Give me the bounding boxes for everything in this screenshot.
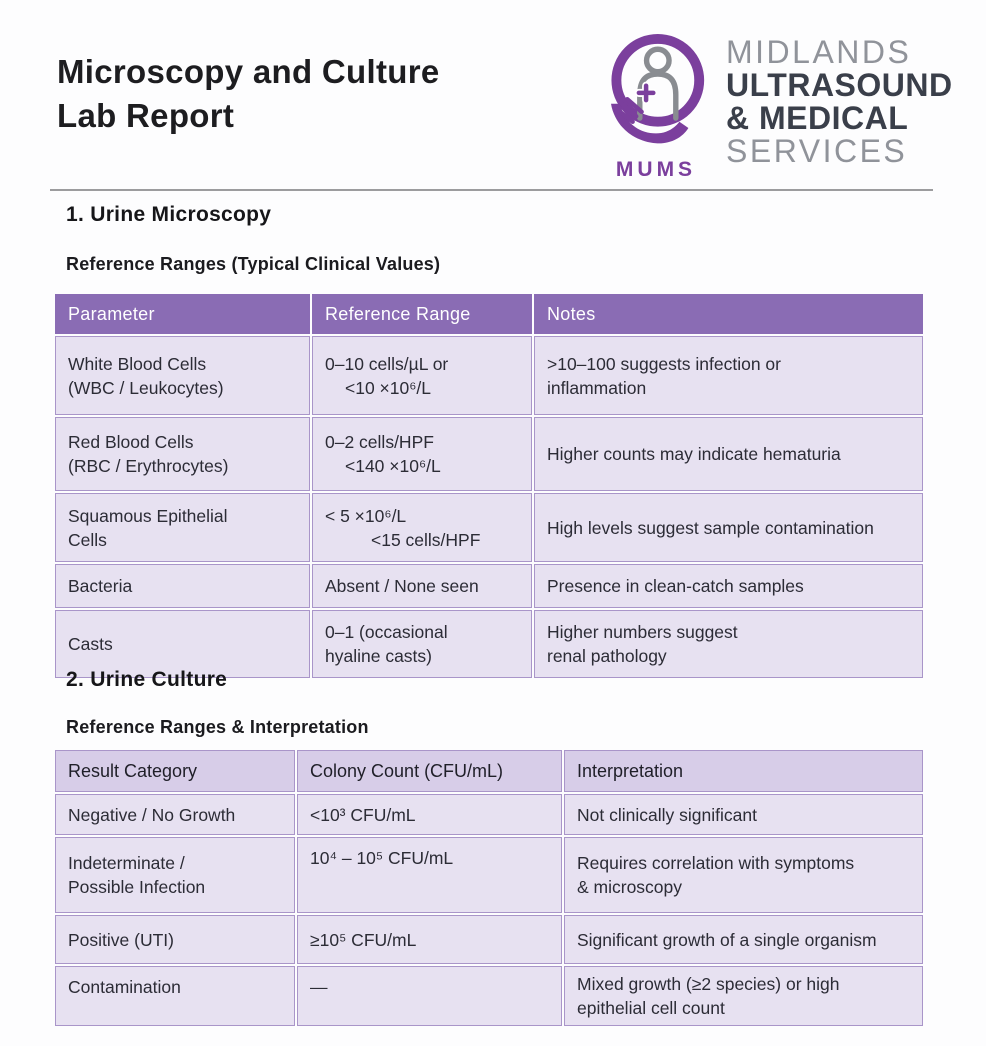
logo-word-medical: & MEDICAL bbox=[726, 100, 909, 136]
reference-range-cell: Absent / None seen bbox=[312, 564, 532, 608]
parameter-cell: Casts bbox=[55, 610, 310, 678]
urine-microscopy-table bbox=[53, 292, 925, 680]
header-divider bbox=[50, 189, 933, 191]
logo-acronym: MUMS bbox=[615, 158, 697, 181]
notes-cell: Presence in clean-catch samples bbox=[534, 564, 923, 608]
reference-range-cell: 0–1 (occasional hyaline casts) bbox=[312, 610, 532, 678]
logo-wordmark bbox=[726, 36, 953, 168]
notes-cell: High levels suggest sample contamination bbox=[534, 493, 923, 562]
interpretation-cell: Not clinically significant bbox=[564, 794, 923, 835]
table-row bbox=[55, 564, 923, 608]
colony-count-cell: <10³ CFU/mL bbox=[297, 794, 562, 835]
page-title bbox=[57, 50, 440, 138]
table-row bbox=[55, 417, 923, 491]
page-title-line1: Microscopy and Culture bbox=[57, 53, 440, 90]
mums-logo-icon bbox=[602, 28, 710, 156]
table-row bbox=[55, 837, 923, 913]
mums-logo bbox=[600, 28, 712, 182]
reference-range-cell: 0–10 cells/µL or <10 ×10⁶/L bbox=[312, 336, 532, 415]
interpretation-cell: Mixed growth (≥2 species) or high epithelial cell count bbox=[564, 966, 923, 1026]
table-row bbox=[55, 794, 923, 835]
logo-word-services: SERVICES bbox=[726, 133, 908, 169]
colony-count-cell: ≥10⁵ CFU/mL bbox=[297, 915, 562, 964]
reference-range-cell: < 5 ×10⁶/L <15 cells/HPF bbox=[312, 493, 532, 562]
urine-culture-table bbox=[53, 748, 925, 1028]
colony-count-cell: 10⁴ – 10⁵ CFU/mL bbox=[297, 837, 562, 913]
interpretation-cell: Requires correlation with symptoms & microscopy bbox=[564, 837, 923, 913]
reference-range-cell: 0–2 cells/HPF <140 ×10⁶/L bbox=[312, 417, 532, 491]
table-row bbox=[55, 493, 923, 562]
parameter-cell: Bacteria bbox=[55, 564, 310, 608]
notes-cell: Higher counts may indicate hematuria bbox=[534, 417, 923, 491]
result-category-cell: Indeterminate / Possible Infection bbox=[55, 837, 295, 913]
section1-subheading: Reference Ranges (Typical Clinical Values) bbox=[66, 254, 441, 274]
table2-header-colony-count: Colony Count (CFU/mL) bbox=[297, 750, 562, 792]
colony-count-cell: — bbox=[297, 966, 562, 1026]
table-row bbox=[55, 336, 923, 415]
notes-cell: Higher numbers suggest renal pathology bbox=[534, 610, 923, 678]
result-category-cell: Negative / No Growth bbox=[55, 794, 295, 835]
parameter-cell: White Blood Cells (WBC / Leukocytes) bbox=[55, 336, 310, 415]
table2-header-row bbox=[55, 750, 923, 792]
result-category-cell: Contamination bbox=[55, 966, 295, 1026]
logo-word-ultrasound: ULTRASOUND bbox=[726, 67, 953, 103]
parameter-cell: Red Blood Cells (RBC / Erythrocytes) bbox=[55, 417, 310, 491]
section1-heading: 1. Urine Microscopy bbox=[66, 203, 272, 226]
interpretation-cell: Significant growth of a single organism bbox=[564, 915, 923, 964]
table-row bbox=[55, 915, 923, 964]
table1-header-parameter: Parameter bbox=[55, 294, 310, 334]
table1-header-row bbox=[55, 294, 923, 334]
logo-word-midlands: MIDLANDS bbox=[726, 34, 912, 70]
table1-header-notes: Notes bbox=[534, 294, 923, 334]
section2-heading: 2. Urine Culture bbox=[66, 668, 228, 691]
table2-header-result-category: Result Category bbox=[55, 750, 295, 792]
section2-subheading: Reference Ranges & Interpretation bbox=[66, 717, 369, 737]
table1-header-reference-range: Reference Range bbox=[312, 294, 532, 334]
page-title-line2: Lab Report bbox=[57, 97, 235, 134]
brand-block bbox=[600, 28, 953, 182]
result-category-cell: Positive (UTI) bbox=[55, 915, 295, 964]
table-row bbox=[55, 966, 923, 1026]
table2-header-interpretation: Interpretation bbox=[564, 750, 923, 792]
notes-cell: >10–100 suggests infection or inflammation bbox=[534, 336, 923, 415]
parameter-cell: Squamous Epithelial Cells bbox=[55, 493, 310, 562]
